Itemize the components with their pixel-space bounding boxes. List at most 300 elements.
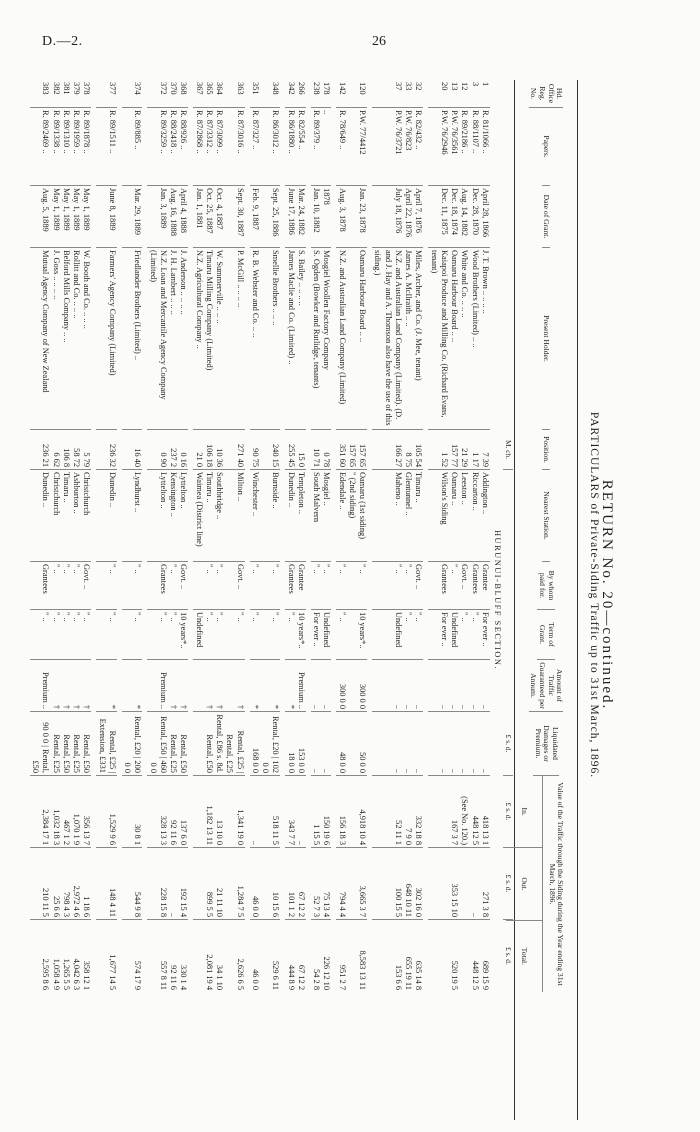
cell-paid: Grantees xyxy=(286,562,296,610)
cell-out: 52 7 3 xyxy=(311,848,321,920)
units-total: £ s. d. xyxy=(503,947,513,965)
cell-reg: 365 xyxy=(204,80,214,108)
cell-term: " .. xyxy=(260,610,281,660)
cell-papers: R. 89/1310 .. xyxy=(61,108,71,186)
cell-date: April 28, 1866 xyxy=(480,186,490,248)
cell-liq: 168 0 0 xyxy=(250,712,260,776)
cell-in: .. xyxy=(296,776,306,848)
cell-liq: 90 0 0 | Rental, £50 xyxy=(30,712,51,776)
table-row xyxy=(178,80,188,1120)
cell-date: Aug. 3, 1878 xyxy=(337,186,347,248)
cell-station: Addington .. xyxy=(480,470,490,562)
cell-holder: Rollitt and Co. .. .. .. xyxy=(71,248,81,430)
cell-holder: N.Z. Loan and Mercantile Agency Company (Limited) xyxy=(148,248,169,430)
cell-tot: 1,058 4 9 xyxy=(51,958,61,990)
cell-station: Lyttelton .. xyxy=(148,470,169,562)
cell-holder: N.Z. and Australian Land Company (Limited) xyxy=(337,248,347,430)
cell-pos: 16 40 xyxy=(122,430,143,470)
cell-date: May 1, 1889 xyxy=(61,186,71,248)
cell-pos: 106 8 xyxy=(61,430,71,470)
cell-holder: R. B. Webster and Co. .. .. xyxy=(250,248,260,430)
cell-tot: 358 12 1 xyxy=(82,960,92,990)
cell-holder: Kaiapoi Produce and Milling Co. (Richard Evans, tenant) xyxy=(429,248,450,430)
row-group xyxy=(311,80,332,1120)
cell-out xyxy=(429,848,450,920)
cell-holder: Smellie Brothers .. .. .. xyxy=(260,248,281,430)
table-row xyxy=(214,80,224,1120)
cell-out: 544 9 8 xyxy=(122,848,143,920)
cell-paid: " .. xyxy=(260,562,281,610)
cell-amount xyxy=(194,660,204,712)
cell-station: Milton .. xyxy=(224,470,245,562)
cell-amount: * xyxy=(250,660,260,712)
cell-liq: .. xyxy=(449,712,459,776)
cell-station: Dunedin .. xyxy=(97,470,118,562)
cell-papers: R. 89/885 .. xyxy=(122,108,143,186)
cell-tot xyxy=(459,920,469,992)
cell-date: Dec. 28, 1870 xyxy=(470,186,480,248)
cell-pos: 236 32 xyxy=(97,430,118,470)
cell-in: .. xyxy=(250,776,260,848)
cell-out: 899 5 5 xyxy=(204,848,214,920)
cell-holder: Wood Brothers (Limited) .. .. xyxy=(470,248,480,430)
cell-liq: Rental, £20 | 200 0 0 xyxy=(122,712,143,776)
cell-holder: Mosgiel Woollen Factory Company xyxy=(321,248,331,430)
cell-in: 467 1 2 xyxy=(61,776,71,848)
cell-reg: 3 xyxy=(470,80,480,108)
cell-holder: J. Goss .. .. .. .. xyxy=(51,248,61,430)
cell-station: Christchurch xyxy=(81,470,91,562)
units-position: M. ch. xyxy=(503,430,512,470)
cell-term: For ever .. xyxy=(429,610,450,660)
cell-paid: " .. xyxy=(337,562,347,610)
cell-reg: 266 xyxy=(296,80,306,108)
cell-holder: James Maclie and Co. (Limited) .. xyxy=(286,248,296,430)
cell-station: Dunedin .. xyxy=(30,470,51,562)
cell-date xyxy=(347,186,357,248)
cell-papers: R. 87/2868 .. xyxy=(194,108,204,186)
cell-liq: Rental, £50 xyxy=(61,712,71,776)
cell-date: Oct. 4, 1887 xyxy=(214,186,224,248)
cell-in: 150 19 6 xyxy=(321,776,331,848)
cell-pos: 157 65 xyxy=(357,430,367,470)
cell-in xyxy=(347,776,357,848)
row-group xyxy=(194,80,245,1120)
cell-paid: " .. xyxy=(214,562,224,610)
cell-station: Winchester .. xyxy=(250,470,260,562)
cell-paid: " .. xyxy=(357,562,367,610)
units-out: £ s. d. xyxy=(503,848,512,920)
cell-paid: " .. xyxy=(71,562,81,610)
cell-station: Southbridge .. xyxy=(214,470,224,562)
cell-date: Dec. 18, 1874 xyxy=(449,186,459,248)
cell-liq xyxy=(194,712,204,776)
titles xyxy=(580,70,670,1120)
cell-out: 798 4 3 xyxy=(61,848,71,920)
cell-in: 1,341 19 0 xyxy=(224,776,245,848)
cell-date: Oct. 25, 1887 xyxy=(204,186,214,248)
cell-reg: 383 xyxy=(30,80,51,108)
cell-pos: 0 16 xyxy=(178,430,188,470)
cell-pos: 7 39 xyxy=(480,430,490,470)
cell-amount: .. xyxy=(311,660,321,712)
cell-liq: .. xyxy=(470,712,480,776)
cell-out xyxy=(347,848,357,920)
cell-holder: Oamaru Harbour Board .. .. xyxy=(449,248,459,430)
cell-out: 192 15 4 xyxy=(178,848,188,920)
cell-reg: 372 xyxy=(148,80,169,108)
cell-station: " (2nd siding) xyxy=(347,470,357,562)
table-row xyxy=(449,80,459,1120)
cell-pos: 351 60 xyxy=(337,430,347,470)
cell-reg: 378 xyxy=(81,80,91,108)
header-holder: Present Holder. xyxy=(542,248,551,430)
table-row xyxy=(413,80,423,1120)
cell-liq: .. xyxy=(311,712,321,776)
cell-date: April 22, 1876 xyxy=(403,186,413,248)
header-value-group xyxy=(515,776,577,992)
cell-in: 328 13 3 xyxy=(148,776,169,848)
cell-pos: 166 27 xyxy=(372,430,403,470)
cell-papers: R. 86/1880 .. xyxy=(286,108,296,186)
cell-reg: 33 xyxy=(403,80,413,108)
cell-date: Jan. 23, 1878 xyxy=(357,186,367,248)
cell-station: Timaru .. xyxy=(204,470,214,562)
cell-in: 13 10 0 xyxy=(214,776,224,848)
cell-amount: .. xyxy=(459,660,469,712)
cell-term xyxy=(347,610,357,660)
cell-out: 302 16 0 xyxy=(413,848,423,920)
cell-pos: 271 40 xyxy=(224,430,245,470)
table-row xyxy=(296,80,306,1120)
cell-liq: .. xyxy=(372,712,403,776)
cell-date: Aug. 5, 1889 xyxy=(30,186,51,248)
cell-date: Aug. 14, 1882 xyxy=(459,186,469,248)
cell-station: Oamaru .. xyxy=(449,470,459,562)
table-row xyxy=(357,80,367,1120)
cell-amount: * xyxy=(260,660,281,712)
cell-date: 1878 xyxy=(321,186,331,248)
cell-tot: 92 11 6 xyxy=(169,965,179,990)
cell-out: 1,284 7 5 xyxy=(224,848,245,920)
header-station: Nearest Station. xyxy=(542,470,551,562)
cell-paid: " .. xyxy=(97,562,118,610)
cell-term: " .. xyxy=(148,610,169,660)
cell-out: 3,665 3 7 xyxy=(357,848,367,920)
cell-out: 25 6 6 xyxy=(51,848,61,920)
cell-paid: " .. xyxy=(168,562,178,610)
cell-papers: R. 87/3099 .. xyxy=(214,108,224,186)
table-row xyxy=(168,80,178,1120)
cell-paid: " .. xyxy=(61,562,71,610)
cell-tot xyxy=(347,920,357,992)
rotated-table-page xyxy=(31,70,670,1120)
cell-pos: 255 45 xyxy=(286,430,296,470)
cell-station: Ashburton .. xyxy=(71,470,81,562)
cell-pos: 6 62 xyxy=(51,430,61,470)
cell-reg: 374 xyxy=(122,80,143,108)
cell-tot: 67 12 2 xyxy=(297,964,306,990)
traffic-table xyxy=(25,80,578,1120)
cell-term: " .. xyxy=(337,610,347,660)
table-row xyxy=(337,80,347,1120)
cell-station: Timaru .. xyxy=(413,470,423,562)
cell-liq xyxy=(347,712,357,776)
cell-liq: .. xyxy=(321,712,331,776)
page-code: D.—2. xyxy=(42,34,83,49)
cell-papers xyxy=(347,108,357,186)
header-amount: Amount of Traffic Guaranteed per Annum. xyxy=(529,660,564,712)
cell-term: " .. xyxy=(168,610,178,660)
cell-paid: " .. xyxy=(204,562,214,610)
cell-reg: 364 xyxy=(214,80,224,108)
cell-amount: .. xyxy=(470,660,480,712)
cell-tot: 46 0 0 xyxy=(251,969,260,990)
cell-papers: R. 89/2469 .. xyxy=(30,108,51,186)
cell-amount: .. xyxy=(321,660,331,712)
cell-holder: J. Anderson .. .. .. .. xyxy=(178,248,188,430)
cell-reg: 367 xyxy=(194,80,204,108)
cell-pos: 105 54 xyxy=(413,430,423,470)
cell-pos: 21 29 xyxy=(459,430,469,470)
cell-holder: Belford Mills Company .. .. xyxy=(61,248,71,430)
cell-liq: .. xyxy=(413,712,423,776)
cell-station: Lyndhurst .. xyxy=(122,470,143,562)
cell-station: Timaru .. xyxy=(61,470,71,562)
cell-in: 52 11 1 xyxy=(372,776,403,848)
cell-liq: .. xyxy=(403,712,413,776)
cell-reg: 12 xyxy=(459,80,469,108)
cell-paid xyxy=(347,562,357,610)
table-row xyxy=(204,80,214,1120)
cell-tot: 448 12 5 xyxy=(470,960,480,990)
cell-reg: 363 xyxy=(224,80,245,108)
table-row xyxy=(250,80,260,1120)
cell-date: July 18, 1876 xyxy=(372,186,403,248)
cell-amount: Premium .. xyxy=(148,660,169,712)
cell-reg: 13 xyxy=(449,80,459,108)
cell-papers: R. 88/926 .. xyxy=(178,108,188,186)
cell-amount: † xyxy=(71,660,81,712)
cell-term: " .. xyxy=(470,610,480,660)
cell-date: April 7, 1876 xyxy=(413,186,423,248)
cell-term: " .. xyxy=(51,610,61,660)
cell-holder: Oamaru Harbour Board .. .. xyxy=(357,248,367,430)
table-row xyxy=(347,80,357,1120)
cell-liq: 50 0 0 xyxy=(357,712,367,776)
cell-holder: J. H. Lambert .. .. .. xyxy=(168,248,178,430)
cell-amount: † xyxy=(224,660,245,712)
cell-papers: R. 88/1107 .. xyxy=(470,108,480,186)
cell-reg: 238 xyxy=(311,80,321,108)
cell-papers: R. 89/3259 .. xyxy=(148,108,169,186)
cell-paid: Grantees xyxy=(470,562,480,610)
cell-amount: .. xyxy=(449,660,459,712)
cell-paid: " .. xyxy=(51,562,61,610)
cell-pos: 240 15 xyxy=(260,430,281,470)
cell-pos: 10 71 xyxy=(311,430,321,470)
cell-out: 353 15 10 xyxy=(449,848,459,920)
cell-holder: P. McGill .. .. .. .. xyxy=(224,248,245,430)
cell-papers: R. 89/1959 .. xyxy=(71,108,81,186)
cell-term: 10 years*.. xyxy=(178,610,188,660)
cell-in xyxy=(194,776,204,848)
cell-paid: " .. xyxy=(250,562,260,610)
cell-amount: 300 0 0 xyxy=(357,660,367,712)
cell-holder: Farmers' Agency Company (Limited) xyxy=(97,248,118,430)
cell-in: 167 3 7 xyxy=(449,776,459,848)
cell-tot: 635 14 8 xyxy=(414,960,424,990)
header-out: Out. xyxy=(506,848,542,920)
cell-term: " .. xyxy=(204,610,214,660)
page-header xyxy=(0,0,700,60)
cell-liq: 18 0 0 xyxy=(286,712,296,776)
cell-tot: 2,595 8 6 xyxy=(41,958,51,990)
row-group xyxy=(122,80,143,1120)
cell-amount: † xyxy=(214,660,224,712)
page-number: 26 xyxy=(372,34,386,49)
cell-papers: .. xyxy=(321,108,331,186)
cell-in xyxy=(429,776,450,848)
cell-out: 1 18 6 xyxy=(81,848,91,920)
cell-holder xyxy=(347,248,357,430)
cell-paid: " .. xyxy=(321,562,331,610)
cell-date: June 8, 1889 xyxy=(97,186,118,248)
cell-term: " .. xyxy=(413,610,423,660)
cell-station: Riccarton .. xyxy=(470,470,480,562)
cell-reg: 382 xyxy=(51,80,61,108)
cell-term: Undefined xyxy=(194,610,204,660)
table-body xyxy=(25,80,490,1120)
cell-out: 794 4 4 xyxy=(337,848,347,920)
cell-station: Maheno .. xyxy=(372,470,403,562)
cell-holder: N.Z. Agricultural Company .. xyxy=(194,248,204,430)
cell-reg: 120 xyxy=(357,80,367,108)
header-value-top: Value of the Traffic through the Siding during the Year ending 31st March, 1896. xyxy=(542,776,568,992)
cell-out: 148 4 11 xyxy=(97,848,118,920)
cell-paid: " .. xyxy=(122,562,143,610)
cell-pos: 0 90 xyxy=(148,430,169,470)
cell-papers: P.W. 77/4412 xyxy=(357,108,367,186)
table-row xyxy=(321,80,331,1120)
cell-date: April 4, 1888 xyxy=(178,186,188,248)
cell-amount: † xyxy=(81,660,91,712)
header-reg: Hd. Office Reg. No. xyxy=(529,80,564,108)
cell-tot: 520 19 5 xyxy=(450,960,460,990)
row-group xyxy=(30,80,92,1120)
cell-paid: Govt. .. xyxy=(81,562,91,610)
table-row xyxy=(260,80,281,1120)
table-row xyxy=(194,80,204,1120)
cell-liq: Rental, £25 | Extension, £331 xyxy=(97,712,118,776)
row-group xyxy=(286,80,307,1120)
cell-liq: Rental, £50 xyxy=(81,712,91,776)
cell-papers: P.W. 76/3721 xyxy=(372,108,403,186)
cell-term: " .. xyxy=(459,610,469,660)
row-group xyxy=(429,80,491,1120)
cell-paid: " .. xyxy=(449,562,459,610)
table-row xyxy=(403,80,413,1120)
cell-papers: R. 89/1338 .. xyxy=(51,108,61,186)
cell-out: 228 15 8 xyxy=(148,848,169,920)
cell-papers: R. 82/432 .. xyxy=(413,108,423,186)
cell-out: 648 10 11 xyxy=(403,848,413,920)
cell-holder: S. Ogden (Bowker and Rutlidge, tenants) xyxy=(311,248,321,430)
cell-station: Dunedin .. xyxy=(286,470,296,562)
cell-pos: 90 75 xyxy=(250,430,260,470)
cell-tot: 2,081 19 4 xyxy=(205,954,214,990)
section-title: HURUNUI-BLUFF SECTION. xyxy=(493,529,502,671)
row-group xyxy=(337,80,368,1120)
table-row xyxy=(286,80,296,1120)
cell-amount: † xyxy=(61,660,71,712)
header-term: Term of Grant. xyxy=(537,610,554,660)
cell-station: Leeston .. xyxy=(459,470,469,562)
header-position: Position. xyxy=(542,430,551,470)
cell-amount: † xyxy=(178,660,188,712)
cell-amount: .. xyxy=(403,660,413,712)
cell-paid: Govt. .. xyxy=(224,562,245,610)
cell-date: May 1, 1889 xyxy=(81,186,91,248)
row-group xyxy=(250,80,281,1120)
cell-liq: Rental, £25 xyxy=(71,712,81,776)
cell-out xyxy=(459,848,469,920)
cell-holder: N.Z. and Australian Land Company (Limited). (D. and J. Hay and A. Thomson also have the use of this siding.) xyxy=(372,248,403,430)
cell-liq: Rental, £50 | 460 0 0 xyxy=(148,712,169,776)
cell-papers: R. 89/1878 .. xyxy=(81,108,91,186)
cell-holder: W. Summerville .. .. .. xyxy=(214,248,224,430)
cell-tot: 951 2 7 xyxy=(337,964,347,990)
cell-papers: R. 81/1066 .. xyxy=(480,108,490,186)
cell-tot xyxy=(194,920,204,992)
cell-holder: W. Booth and Co. .. .. .. xyxy=(81,248,91,430)
cell-reg: 142 xyxy=(337,80,347,108)
cell-in: 30 8 1 xyxy=(122,776,143,848)
cell-papers: R. 78/649 .. xyxy=(337,108,347,186)
units-liquidated: £ s. d. xyxy=(503,712,512,776)
cell-out: 67 12 2 xyxy=(296,848,306,920)
cell-liq: .. xyxy=(459,712,469,776)
cell-station: Mosgiel .. xyxy=(321,470,331,562)
header-in: In. xyxy=(506,776,542,848)
row-group xyxy=(372,80,423,1120)
return-title: RETURN No. 20—continued. xyxy=(599,479,615,711)
cell-pos: 58 72 xyxy=(71,430,81,470)
cell-date: Feb. 9, 1887 xyxy=(250,186,260,248)
cell-amount: † xyxy=(51,660,61,712)
cell-reg: 377 xyxy=(97,80,118,108)
cell-in: 7 9 0 xyxy=(403,776,413,848)
cell-amount xyxy=(347,660,357,712)
cell-out: 75 13 4 xyxy=(321,848,331,920)
cell-in: 156 18 3 xyxy=(337,776,347,848)
cell-date: Aug. 16, 1888 xyxy=(168,186,178,248)
cell-term: For ever .. xyxy=(311,610,321,660)
cell-papers: R. 88/2418 .. xyxy=(168,108,178,186)
cell-station: Oamaru (1st siding) xyxy=(357,470,367,562)
cell-out: 2,972 4 6 xyxy=(71,848,81,920)
cell-station: Glentunnel .. xyxy=(403,470,413,562)
cell-tot: 444 8 9 xyxy=(286,964,296,990)
cell-holder: James A. McIlraith .. .. xyxy=(403,248,413,430)
cell-term: 10 years*.. xyxy=(296,610,306,660)
cell-papers: P.W. 76/2946 xyxy=(429,108,450,186)
cell-amount: * xyxy=(286,660,296,712)
cell-liq: Rental, £50 xyxy=(204,712,214,776)
cell-term: " .. xyxy=(81,610,91,660)
row-group xyxy=(97,80,118,1120)
cell-reg: 20 xyxy=(429,80,450,108)
